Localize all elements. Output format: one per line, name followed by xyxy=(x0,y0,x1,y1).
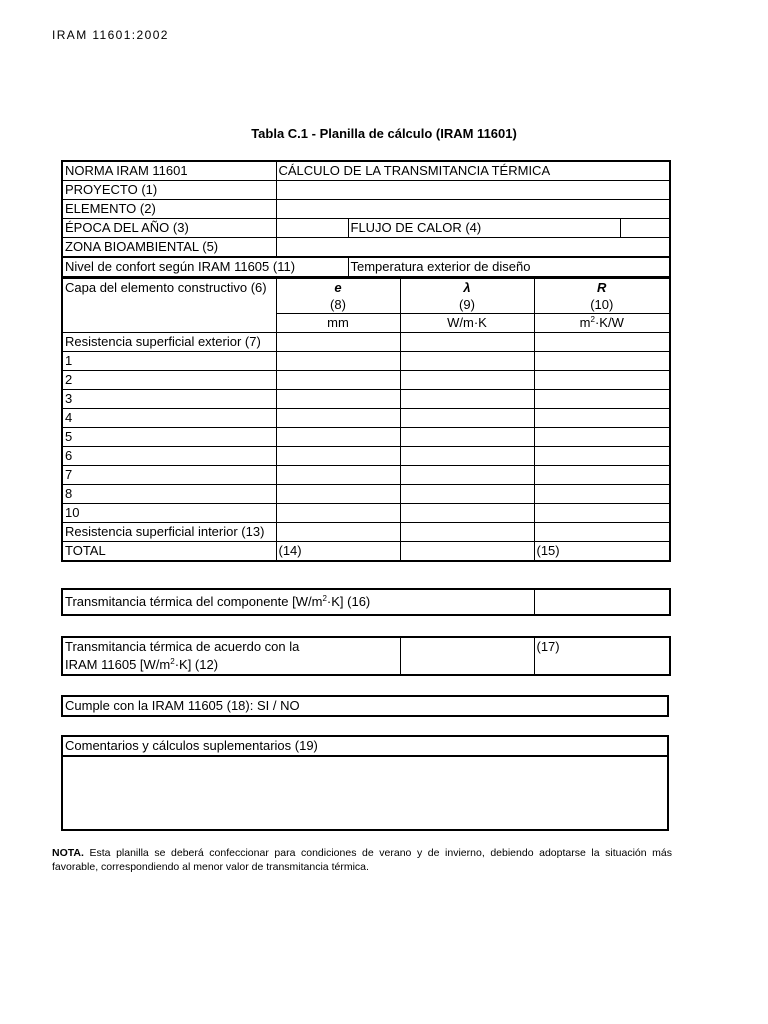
table-cell[interactable] xyxy=(276,371,400,390)
total-r-ref: (15) xyxy=(534,542,670,562)
calculo-label: CÁLCULO DE LA TRANSMITANCIA TÉRMICA xyxy=(276,161,670,181)
layer-label: 3 xyxy=(62,390,276,409)
lambda-ref: (9) xyxy=(459,297,475,312)
comentarios-box xyxy=(61,735,669,831)
nota-label: NOTA. xyxy=(52,847,84,859)
table-cell[interactable] xyxy=(276,352,400,371)
epoca-label: ÉPOCA DEL AÑO (3) xyxy=(62,219,276,238)
transmitancia-iram-label: Transmitancia térmica de acuerdo con la IRAM 11605 $[W/m^2\cdot K]$ (12) xyxy=(62,637,400,675)
elemento-value[interactable] xyxy=(276,200,670,219)
transmitancia-iram-box xyxy=(61,636,671,676)
layer-label: 6 xyxy=(62,447,276,466)
table-cell[interactable] xyxy=(276,504,400,523)
cumple-box xyxy=(61,695,669,717)
resistencia-interior-label: Resistencia superficial interior (13) xyxy=(62,523,276,542)
table-cell[interactable] xyxy=(400,371,534,390)
e-symbol: e xyxy=(334,280,342,295)
document-code: IRAM 11601:2002 xyxy=(52,28,169,42)
flujo-value[interactable] xyxy=(620,219,670,238)
table-cell[interactable] xyxy=(400,352,534,371)
table-cell[interactable] xyxy=(534,466,670,485)
table-cell[interactable] xyxy=(400,333,534,352)
table-cell[interactable] xyxy=(534,371,670,390)
e-ref: (8) xyxy=(330,297,346,312)
resistencia-exterior-label: Resistencia superficial exterior (7) xyxy=(62,333,276,352)
layer-label: 8 xyxy=(62,485,276,504)
table-cell[interactable] xyxy=(534,390,670,409)
layer-label: 7 xyxy=(62,466,276,485)
table-cell[interactable] xyxy=(400,390,534,409)
table-title: Tabla C.1 - Planilla de cálculo (IRAM 11601) xyxy=(251,126,517,141)
transmitancia-iram-value[interactable] xyxy=(400,637,534,675)
r-ref: (10) xyxy=(590,297,614,312)
table-cell[interactable] xyxy=(400,504,534,523)
layer-label: 4 xyxy=(62,409,276,428)
table-cell[interactable] xyxy=(276,390,400,409)
epoca-value[interactable] xyxy=(276,219,348,238)
transmitancia-iram-ref: (17) xyxy=(534,637,670,675)
table-cell[interactable] xyxy=(534,523,670,542)
r-symbol: R xyxy=(597,280,607,295)
e-unit: mm xyxy=(276,314,400,333)
table-cell[interactable] xyxy=(276,466,400,485)
temperatura-label: Temperatura exterior de diseño xyxy=(348,257,670,277)
cumple-label: Cumple con la IRAM 11605 (18): SI / NO xyxy=(62,696,668,716)
table-cell[interactable] xyxy=(400,409,534,428)
nota-text xyxy=(52,846,672,874)
table-cell[interactable] xyxy=(276,485,400,504)
comentarios-area[interactable] xyxy=(62,756,668,830)
table-cell[interactable] xyxy=(534,333,670,352)
nota-body: Esta planilla se deberá confeccionar para condiciones de verano y de invierno, debiendo adoptarse la situación más favorable, correspondiendo al menor valor de transmitancia térmica. xyxy=(52,847,672,873)
table-cell[interactable] xyxy=(534,409,670,428)
transmitancia-componente-value[interactable] xyxy=(534,589,670,615)
layer-label: 5 xyxy=(62,428,276,447)
table-cell[interactable] xyxy=(276,333,400,352)
table-cell[interactable] xyxy=(534,428,670,447)
table-cell[interactable] xyxy=(276,409,400,428)
nivel-label: Nivel de confort según IRAM 11605 (11) xyxy=(62,257,348,277)
table-cell[interactable] xyxy=(534,485,670,504)
layer-label: 10 xyxy=(62,504,276,523)
total-e-ref: (14) xyxy=(276,542,400,562)
capa-label: Capa del elemento constructivo (6) xyxy=(62,279,276,333)
table-cell[interactable] xyxy=(534,447,670,466)
r-header xyxy=(534,279,670,314)
layer-label: 2 xyxy=(62,371,276,390)
calculation-table xyxy=(61,160,671,278)
lambda-unit: W/m·K xyxy=(400,314,534,333)
table-cell[interactable] xyxy=(400,447,534,466)
e-header xyxy=(276,279,400,314)
lambda-header xyxy=(400,279,534,314)
table-cell[interactable] xyxy=(400,523,534,542)
proyecto-value[interactable] xyxy=(276,181,670,200)
zona-label: ZONA BIOAMBIENTAL (5) xyxy=(62,238,276,258)
norma-label: NORMA IRAM 11601 xyxy=(62,161,276,181)
r-unit: $m^2\cdot K/W$ xyxy=(534,314,670,333)
proyecto-label: PROYECTO (1) xyxy=(62,181,276,200)
table-cell[interactable] xyxy=(400,428,534,447)
transmitancia-componente-box xyxy=(61,588,671,616)
table-cell[interactable] xyxy=(400,542,534,562)
layer-label: 1 xyxy=(62,352,276,371)
transmitancia-componente-label: Transmitancia térmica del componente $[W/m^2\cdot K]$ (16) xyxy=(62,589,534,615)
layer-table xyxy=(61,278,671,562)
table-cell[interactable] xyxy=(276,447,400,466)
table-cell[interactable] xyxy=(276,428,400,447)
total-label: TOTAL xyxy=(62,542,276,562)
flujo-label: FLUJO DE CALOR (4) xyxy=(348,219,620,238)
lambda-symbol: λ xyxy=(463,280,471,295)
table-cell[interactable] xyxy=(276,523,400,542)
elemento-label: ELEMENTO (2) xyxy=(62,200,276,219)
comentarios-label: Comentarios y cálculos suplementarios (19) xyxy=(62,736,668,756)
table-cell[interactable] xyxy=(400,485,534,504)
table-cell[interactable] xyxy=(400,466,534,485)
table-cell[interactable] xyxy=(534,504,670,523)
zona-value[interactable] xyxy=(276,238,670,258)
table-cell[interactable] xyxy=(534,352,670,371)
